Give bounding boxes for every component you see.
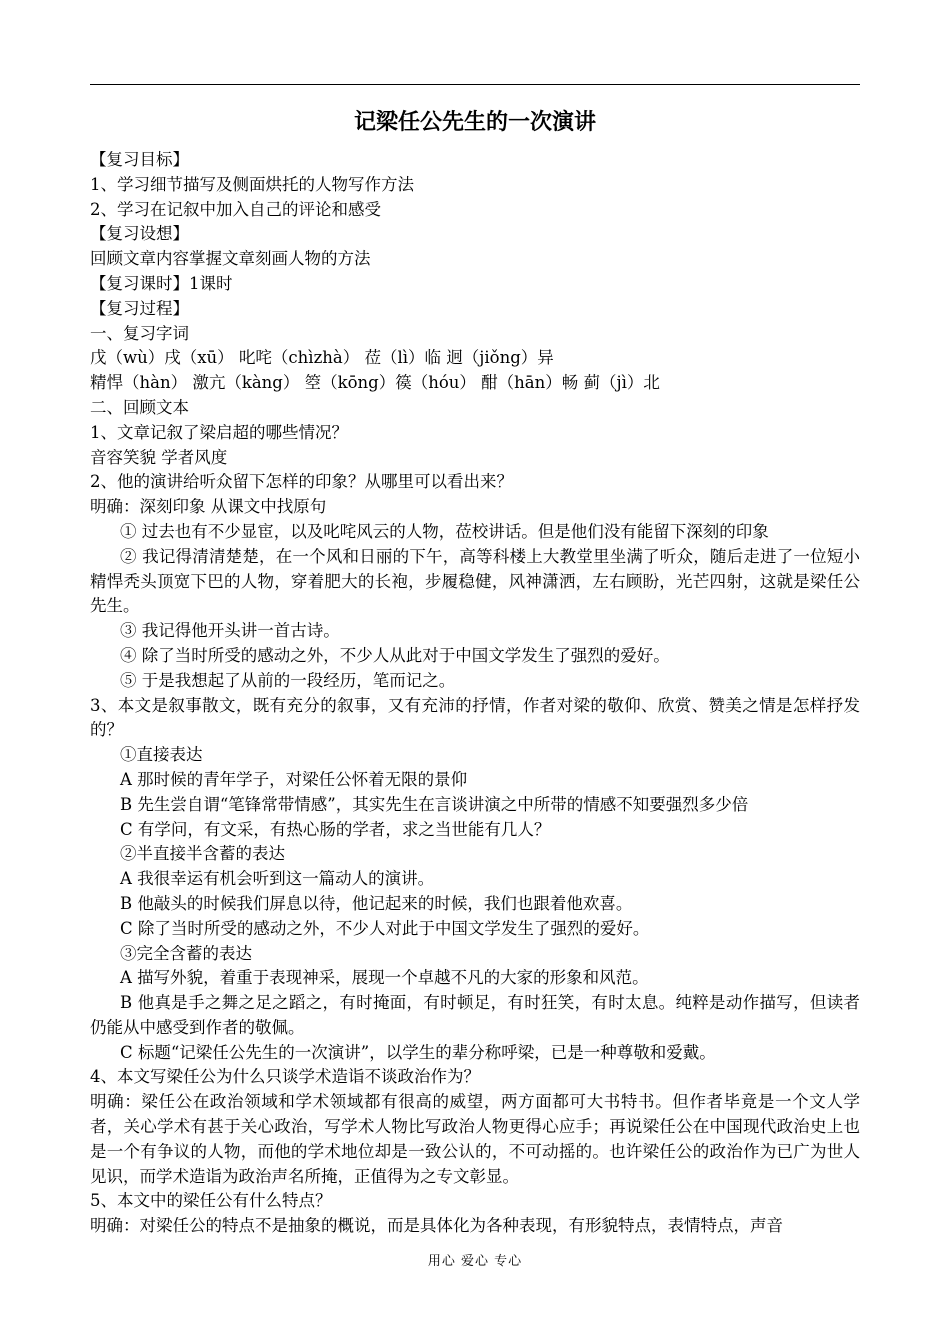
idea-text: 回顾文章内容掌握文章刻画人物的方法: [90, 249, 371, 269]
quote-item: ⑤ 于是我想起了从前的一段经历，笔而记之。: [120, 670, 456, 690]
group-item: A 那时候的青年学子，对梁任公怀着无限的景仰: [120, 769, 468, 789]
group-item: C 有学问，有文采，有热心肠的学者，求之当世能有几人？: [120, 819, 551, 839]
group-item: B 先生尝自谓“笔锋常带情感”，其实先生在言谈讲演之中所带的情感不知要强烈多少倍: [120, 794, 749, 814]
section1-heading: 一、复习字词: [90, 323, 189, 343]
quote-item: ② 我记得清清楚楚，在一个风和日丽的下午，高等科楼上大教堂里坐满了听众，随后走进了一位短小精悍秃头顶宽下巴的人物，穿着肥大的长袍，步履稳健，风神潇洒，左右顾盼，光芒四射，这就是梁任公先生。: [90, 546, 860, 616]
idea-header: 【复习设想】: [90, 224, 189, 244]
header-rule: [90, 84, 860, 85]
quote-item: ④ 除了当时所受的感动之外，不少人从此对于中国文学发生了强烈的爱好。: [120, 645, 670, 665]
group-item: A 描写外貌，着重于表现神采，展现一个卓越不凡的大家的形象和风范。: [120, 968, 649, 988]
goal-item: 2、学习在记叙中加入自己的评论和感受: [90, 199, 381, 219]
page-footer: 用心 爱心 专心: [427, 1254, 523, 1269]
answer-1: 音容笑貌 学者风度: [90, 447, 228, 467]
answer-2: 明确：深刻印象 从课文中找原句: [90, 497, 327, 517]
question-4: 4、本文写梁任公为什么只谈学术造诣不谈政治作为？: [90, 1067, 480, 1087]
group-item: C 标题“记梁任公先生的一次演讲”，以学生的辈分称呼梁，已是一种尊敬和爱戴。: [120, 1042, 716, 1062]
hours-text: 【复习课时】1课时: [90, 273, 233, 293]
section2-heading: 二、回顾文本: [90, 397, 189, 417]
document-body: [90, 148, 860, 1239]
question-3: 3、本文是叙事散文，既有充分的叙事，又有充沛的抒情，作者对梁的敬仰、欣赏、赞美之情是怎样抒发的？: [90, 695, 860, 740]
answer-4: 明确：梁任公在政治领域和学术领域都有很高的威望，两方面都可大书特书。但作者毕竟是一个文人学者，关心学术有甚于关心政治，写学术人物比写政治人物更得心应手；再说梁任公在中国现代政治史上也是一个有争议的人物，而他的学术地位却是一致公认的，不可动摇的。也许梁任公的政治作为已广为世人见识，而学术造诣为政治声名所掩，正值得为之专文彰显。: [90, 1092, 860, 1186]
goal-item: 1、学习细节描写及侧面烘托的人物写作方法: [90, 174, 414, 194]
process-header: 【复习过程】: [90, 298, 189, 318]
question-2: 2、他的演讲给听众留下怎样的印象？从哪里可以看出来？: [90, 472, 513, 492]
document-title: 记梁任公先生的一次演讲: [353, 110, 596, 135]
quote-item: ③ 我记得他开头讲一首古诗。: [120, 621, 340, 641]
group-item: B 他真是手之舞之足之蹈之，有时掩面，有时顿足，有时狂笑，有时太息。纯粹是动作描写，但读者仍能从中感受到作者的敬佩。: [90, 993, 860, 1037]
answer-5: 明确：对梁任公的特点不是抽象的概说，而是具体化为各种表现，有形貌特点，表情特点，声音: [90, 1216, 783, 1236]
vocab-line-2: 精悍（hàn） 激亢（kàng） 箜（kōng）篌（hóu） 酣（hān）畅 蓟（jì）北: [90, 373, 660, 393]
goal-header: 【复习目标】: [90, 150, 189, 169]
group-item: B 他敲头的时候我们屏息以待，他记起来的时候，我们也跟着他欢喜。: [120, 893, 633, 913]
vocab-line-1: 戊（wù）戌（xū） 叱咤（chìzhà） 莅（lì）临 迥（jiǒng）异: [90, 348, 554, 368]
group-item: C 除了当时所受的感动之外，不少人对此于中国文学发生了强烈的爱好。: [120, 918, 650, 938]
group-label: ①直接表达: [120, 745, 203, 765]
group-label: ③完全含蓄的表达: [120, 943, 252, 963]
question-1: 1、文章记叙了梁启超的哪些情况？: [90, 422, 348, 442]
group-item: A 我很幸运有机会听到这一篇动人的演讲。: [120, 869, 435, 889]
quote-item: ① 过去也有不少显宦，以及叱咤风云的人物，莅校讲话。但是他们没有能留下深刻的印象: [120, 521, 769, 541]
group-label: ②半直接半含蓄的表达: [120, 844, 285, 864]
question-5: 5、本文中的梁任公有什么特点？: [90, 1191, 332, 1211]
